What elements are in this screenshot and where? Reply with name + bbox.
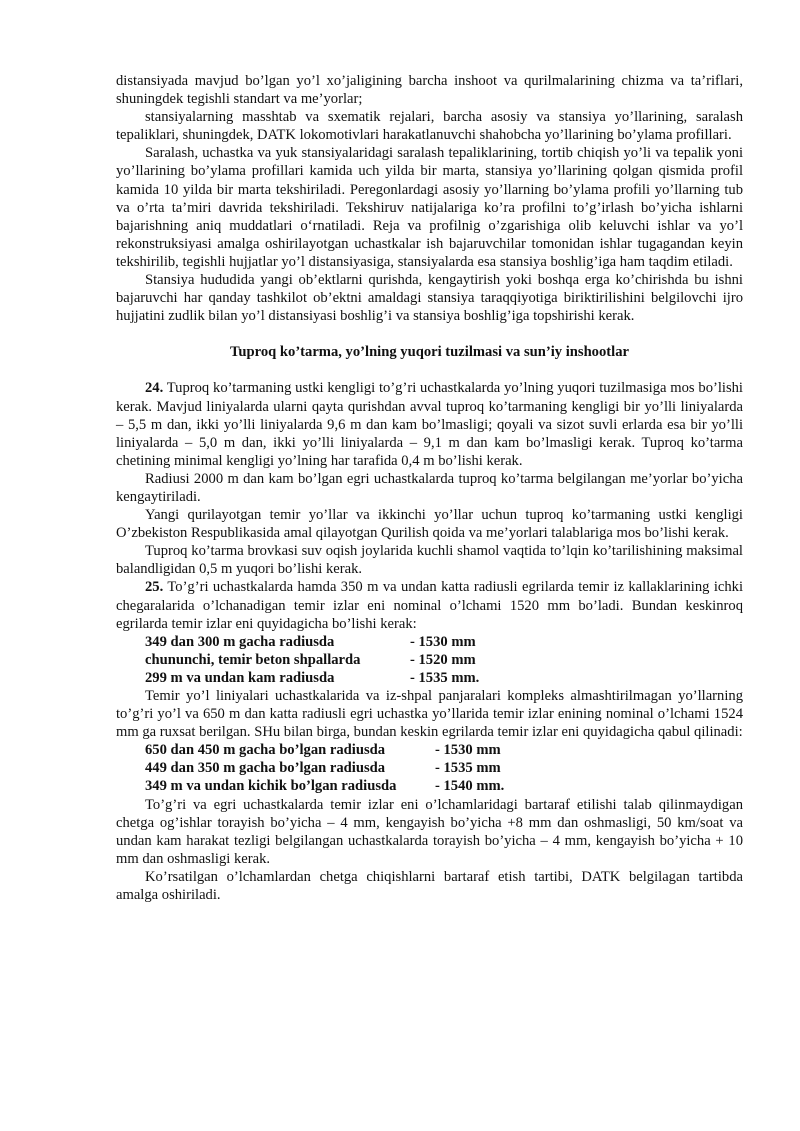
paragraph: Saralash, uchastka va yuk stansiyalaridagi saralash tepaliklarining, tortib chiqish yo’li va tepalik yoni yo’llarining bo’ylama profillari kamida uch yilda bir marta, stansiya yo’llarining qolgan qismida profil kamida 10 yilda bir marta tekshiriladi. Peregonlardagi asosiy yo’llarning bo’ylama profili yo’llarning tub va o’rta ta’miri davrida tekshiriladi. Tekshiruv natijalariga ko’ra profilni to’g’irlash bo’yicha ishlarni bajarishning aniq muddatlari o‘rnatiladi. Reja va profilnig o’zgarishiga olib keluvchi ishlar va yo’l rekonstruksiyasi amalga oshirilayotgan uchastkalar ish bajaruvchilar tomonidan ishlar tugagandan keyin tekshirilib, tegishli hujjatlar yo’l distansiyasiga, stansiyalarda esa stansiya boshlig’iga ham taqdim etiladi. xyxy=(116,145,743,270)
clause-number: 25. xyxy=(145,579,164,596)
radius-label: chununchi, temir beton shpallarda xyxy=(145,651,361,668)
gauge-table-2 xyxy=(116,741,743,795)
paragraph-25 xyxy=(116,578,743,632)
radius-label: 349 dan 300 m gacha radiusda xyxy=(145,633,335,650)
gauge-value: - 1535 mm. xyxy=(410,669,480,686)
table-row xyxy=(116,669,743,687)
table-row xyxy=(116,633,743,651)
table-row xyxy=(116,759,743,777)
radius-label: 299 m va undan kam radiusda xyxy=(145,669,335,686)
paragraph: To’g’ri va egri uchastkalarda temir izlar eni o’lchamlaridagi bartaraf etilishi talab qilinmaydigan chetga og’ishlar torayish bo’yicha – 4 mm, kengayish bo’yicha +8 mm dan oshmasligi, 50 km/soat va undan kam harakat tezligi belgilangan uchastkalarda torayish bo’yicha – 4 mm, kengayish bo’yicha + 10 mm dan oshmasligi kerak. xyxy=(116,796,743,867)
radius-label: 650 dan 450 m gacha bo’lgan radiusda xyxy=(145,742,386,759)
paragraph: Stansiya hududida yangi ob’ektlarni qurishda, kengaytirish yoki boshqa erga ko’chirishda bu ishni bajaruvchi har qanday tashkilot ob’ektni amaldagi stansiya taraqqiyotiga biriktirilishini belgilovchi ijro hujjatini zudlik bilan yo’l distansiyasi boshlig’i va stansiya boshlig’iga topshirishi kerak. xyxy=(116,272,743,325)
gauge-value: - 1520 mm xyxy=(410,651,476,668)
table-row xyxy=(116,651,743,669)
clause-text: To’g’ri uchastkalarda hamda 350 m va undan katta radiusli egrilarda temir iz kallaklarining ichki chegaralarida o’lchanadigan temir izlar eni nominal o’lchami 1520 mm bo’ladi. Bundan keskinroq egrilarda temir izlar eni quyidagicha bo’lishi kerak: xyxy=(116,579,743,632)
table-row xyxy=(116,741,743,759)
section-heading: Tuproq ko’tarma, yo’lning yuqori tuzilmasi va sun’iy inshootlar xyxy=(230,344,629,361)
table-row xyxy=(116,777,743,795)
paragraph: Tuproq ko’tarma brovkasi suv oqish joylarida kuchli shamol vaqtida to’lqin ko’tarilishining maksimal balandligidan 0,5 m yuqori bo’lishi kerak. xyxy=(116,543,743,578)
paragraph: Yangi qurilayotgan temir yo’llar va ikkinchi yo’llar uchun tuproq ko’tarmaning ustki kengligi O’zbekiston Respublikasida amal qilayotgan Qurilish qoida va me’yorlari talablariga mos bo’lishi kerak. xyxy=(116,507,743,542)
gauge-value: - 1540 mm. xyxy=(435,778,505,795)
paragraph: stansiyalarning masshtab va sxematik rejalari, barcha asosiy va stansiya yo’llarining, saralash tepaliklari, shuningdek, DATK lokomotivlari harakatlanuvchi shahobcha yo’llarining bo’ylama profillari. xyxy=(116,109,743,144)
paragraph: Radiusi 2000 m dan kam bo’lgan egri uchastkalarda tuproq ko’tarma belgilangan me’yorlar bo’yicha kengaytiriladi. xyxy=(116,470,743,505)
gauge-value: - 1530 mm xyxy=(410,633,476,650)
clause-number: 24. xyxy=(145,380,164,397)
gauge-value: - 1535 mm xyxy=(435,760,501,777)
paragraph-24 xyxy=(116,379,743,469)
gauge-table-1 xyxy=(116,633,743,687)
radius-label: 449 dan 350 m gacha bo’lgan radiusda xyxy=(145,760,386,777)
clause-text: Tuproq ko’tarmaning ustki kengligi to’g’ri uchastkalarda yo’lning yuqori tuzilmasiga mos bo’lishi kerak. Mavjud liniyalarda ularni qayta qurishdan avval tuproq ko’tarmaning kengligi bir yo’lli liniyalarda – 5,5 m dan, ikki yo’lli liniyalarda 9,6 m dan kam bo’lmasligi; qoyali va sizot suvli erlarda esa bir yo’lli liniyalarda – 5,0 m dan, ikki yo’lli liniyalarda – 9,1 m dan kam bo’lmasligi kerak. Tuproq ko’tarma chetining minimal kengligi yo’lning har tarafida 0,4 m bo’lishi kerak. xyxy=(116,380,743,469)
radius-label: 349 m va undan kichik bo’lgan radiusda xyxy=(145,778,397,795)
paragraph: distansiyada mavjud bo’lgan yo’l xo’jaligining barcha inshoot va qurilmalarining chizma va ta’riflari, shuningdek tegishli standart va me’yorlar; xyxy=(116,73,743,108)
gauge-value: - 1530 mm xyxy=(435,742,501,759)
paragraph: Temir yo’l liniyalari uchastkalarida va iz-shpal panjaralari kompleks almashtirilmagan yo’llarning to’g’ri yo’l va 650 m dan katta radiusli egri uchastka yo’llarida temir izlar enining nominal o’lchami 1524 mm ga ruxsat berilgan. SHu bilan birga, bundan keskin egrilarda temir izlar eni quyidagicha qabul qilinadi: xyxy=(116,688,743,741)
paragraph: Ko’rsatilgan o’lchamlardan chetga chiqishlarni bartaraf etish tartibi, DATK belgilagan tartibda amalga oshiriladi. xyxy=(116,868,743,904)
